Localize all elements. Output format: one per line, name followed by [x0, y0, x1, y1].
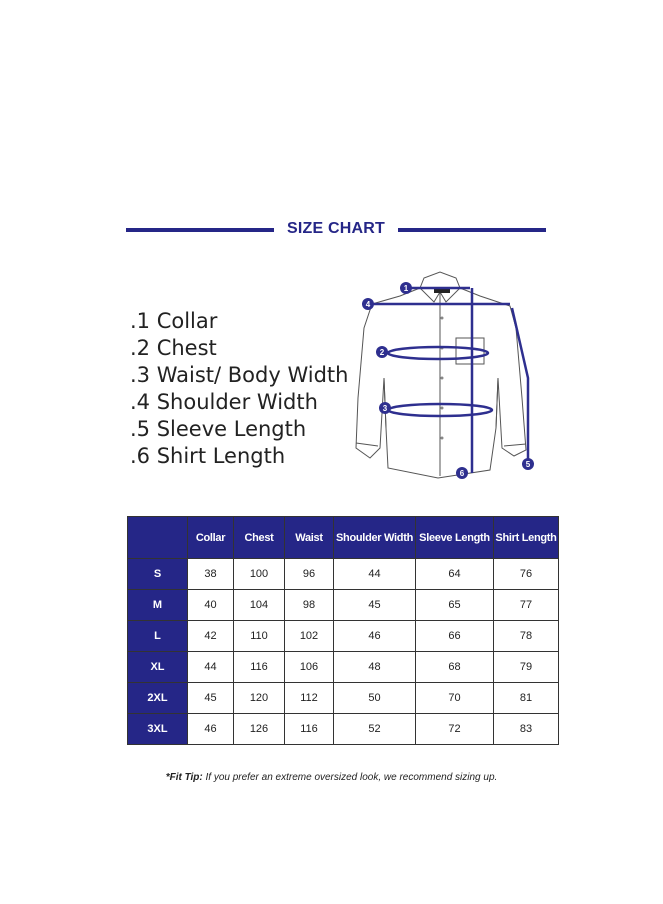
cell-chest: 110 — [234, 621, 285, 652]
marker-4-label: 4 — [365, 300, 371, 309]
header-chest: Chest — [234, 517, 285, 559]
page-title: SIZE CHART — [287, 220, 385, 237]
marker-2-label: 2 — [379, 348, 385, 357]
cell-collar: 40 — [188, 590, 234, 621]
cell-waist: 112 — [285, 683, 334, 714]
row-size: 2XL — [128, 683, 188, 714]
cell-waist: 96 — [285, 559, 334, 590]
cell-chest: 126 — [234, 714, 285, 745]
cell-shoulder-width: 48 — [334, 652, 416, 683]
cell-sleeve-length: 72 — [416, 714, 494, 745]
cell-chest: 104 — [234, 590, 285, 621]
table-row — [128, 621, 559, 652]
cell-shirt-length: 76 — [494, 559, 559, 590]
fit-tip — [0, 772, 663, 783]
row-size: 3XL — [128, 714, 188, 745]
header-shirt-length: Shirt Length — [494, 517, 559, 559]
legend-item-collar: .1 Collar — [130, 309, 218, 333]
cell-shoulder-width: 45 — [334, 590, 416, 621]
size-table — [127, 516, 559, 745]
cell-waist: 102 — [285, 621, 334, 652]
fit-tip-text: If you prefer an extreme oversized look, we recommend sizing up. — [202, 772, 498, 783]
cell-sleeve-length: 65 — [416, 590, 494, 621]
measurement-markers — [362, 282, 534, 479]
cell-shirt-length: 81 — [494, 683, 559, 714]
header-waist: Waist — [285, 517, 334, 559]
marker-3-label: 3 — [382, 404, 388, 413]
cell-shirt-length: 78 — [494, 621, 559, 652]
cell-sleeve-length: 68 — [416, 652, 494, 683]
cell-shoulder-width: 50 — [334, 683, 416, 714]
marker-1-label: 1 — [403, 284, 409, 293]
header-shoulder-width: Shoulder Width — [334, 517, 416, 559]
header-sleeve-length: Sleeve Length — [416, 517, 494, 559]
measurement-lines — [370, 288, 528, 473]
fit-tip-label: *Fit Tip: — [165, 772, 203, 783]
marker-5-label: 5 — [525, 460, 531, 469]
row-size: XL — [128, 652, 188, 683]
cell-shoulder-width: 52 — [334, 714, 416, 745]
cell-shoulder-width: 46 — [334, 621, 416, 652]
shirt-buttons — [441, 317, 444, 440]
table-row — [128, 683, 559, 714]
cell-waist: 98 — [285, 590, 334, 621]
cell-shoulder-width: 44 — [334, 559, 416, 590]
shirt-diagram — [350, 268, 540, 483]
header-collar: Collar — [188, 517, 234, 559]
row-size: L — [128, 621, 188, 652]
cell-chest: 116 — [234, 652, 285, 683]
table-row — [128, 652, 559, 683]
legend-item-shoulder: .4 Shoulder Width — [130, 390, 318, 414]
table-row — [128, 590, 559, 621]
legend-item-length: .6 Shirt Length — [130, 444, 286, 468]
cell-waist: 116 — [285, 714, 334, 745]
cell-chest: 100 — [234, 559, 285, 590]
header-size — [128, 517, 188, 559]
legend-item-sleeve: .5 Sleeve Length — [130, 417, 307, 441]
header-rule-right — [398, 228, 546, 232]
size-chart-header — [126, 220, 546, 242]
row-size: M — [128, 590, 188, 621]
cell-sleeve-length: 66 — [416, 621, 494, 652]
cell-shirt-length: 79 — [494, 652, 559, 683]
cell-collar: 42 — [188, 621, 234, 652]
cell-shirt-length: 77 — [494, 590, 559, 621]
header-rule-left — [126, 228, 274, 232]
measurement-legend — [130, 308, 348, 470]
cell-collar: 44 — [188, 652, 234, 683]
marker-6-label: 6 — [459, 469, 465, 478]
table-row — [128, 559, 559, 590]
row-size: S — [128, 559, 188, 590]
legend-item-waist: .3 Waist/ Body Width — [130, 363, 349, 387]
cell-collar: 38 — [188, 559, 234, 590]
cell-shirt-length: 83 — [494, 714, 559, 745]
legend-item-chest: .2 Chest — [130, 336, 217, 360]
cell-waist: 106 — [285, 652, 334, 683]
cell-collar: 46 — [188, 714, 234, 745]
cell-sleeve-length: 70 — [416, 683, 494, 714]
table-header-row — [128, 517, 559, 559]
table-row — [128, 714, 559, 745]
cell-sleeve-length: 64 — [416, 559, 494, 590]
cell-collar: 45 — [188, 683, 234, 714]
cell-chest: 120 — [234, 683, 285, 714]
